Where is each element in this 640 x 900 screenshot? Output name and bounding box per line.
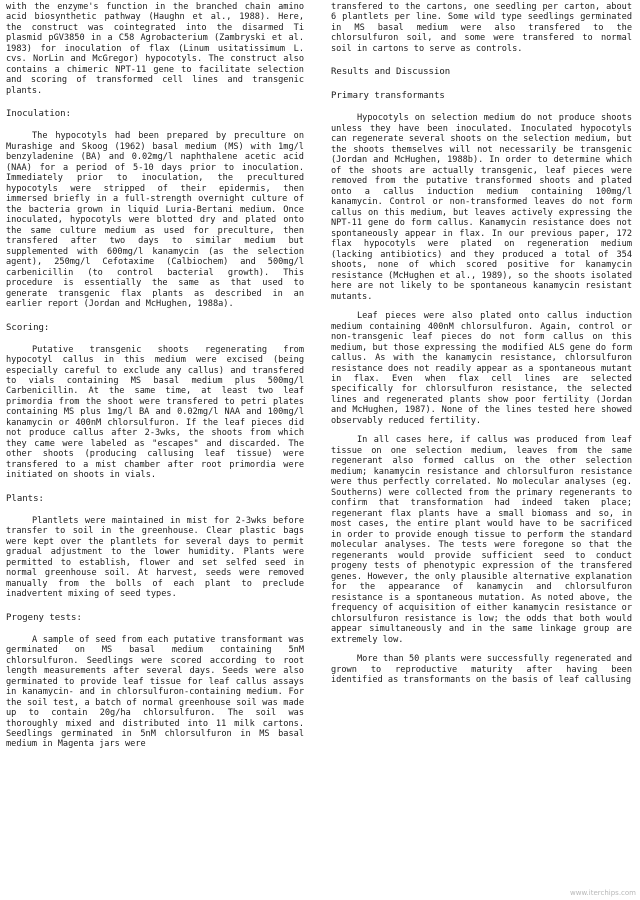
heading-plants: Plants: — [6, 493, 44, 504]
results-paragraph-2: Leaf pieces were also plated onto callus induction medium containing 400nM chlorsulfuron. Again, control or non-transgenic leaf pieces do not form callus on this medium, but those expressing the modified ALS gene do form callus. As with the kanamycin resistance, chlorsulfuron resistance does not readily appear as a spontaneous mutant in flax. Even when flax cell lines are selected specifically for chlorsulfuron resistance, the selected lines and regenerated plants show poor fertility (Jordan and McHughen, 1987). None of the lines tested here showed observably reduced fertility. — [331, 311, 632, 426]
heading-inoculation: Inoculation: — [6, 109, 72, 120]
results-paragraph-1: Hypocotyls on selection medium do not produce shoots unless they have been inoculated. Inoculated hypocotyls can regenerate several shoots on the selection medium, but the shoots themselves will not necessarily be transgenic (Jordan and McHughen, 1988b). In order to determine which of the shoots are actually transgenic, leaf pieces were removed from the putative transformed shoots and plated onto a callus induction medium containing 100mg/l kanamycin. Control or non-transformed leaves do not form callus on this medium, but leaves actively expressing the NPT-11 gene do form callus. Kanamycin resistance does not spontaneously appear in flax. In our previous paper, 172 flax hypocotyls were plated on regeneration medium (lacking antibiotics) and they produced a total of 354 shoots, none of which scored positive for kanamycin resistance (McHughen et al., 1989), so the shoots isolated here are not likely to be spontaneous kanamycin resistant mutants. — [331, 113, 632, 302]
right-column — [331, 2, 632, 695]
continuation-paragraph: transfered to the cartons, one seedling per carton, about 6 plantlets per line. Some wild type seedlings germinated in MS basal medium were also transfered to the chlorsulfuron soil, and some were transfered to normal soil in cartons to serve as controls. — [331, 2, 632, 54]
left-column — [6, 2, 304, 759]
watermark-text: www.iterchips.com — [570, 889, 636, 898]
results-paragraph-3: In all cases here, if callus was produced from leaf tissue on one selection medium, leaves from the same regenerant also formed callus on the other selection medium; kanamycin resistance and chlorsulfuron resistance were thus perfectly correlated. No molecular analyses (eg. Southerns) were collected from the primary regenerants to confirm that transformation had indeed taken place; regenerant flax plants have a small biomass and so, in most cases, the entire plant would have to be sacrificed in order to provide enough tissue to perform the standard molecular analyses. The tests were foregone so that the regenerants would provide sufficient seed to conduct progeny tests of phenotypic expression of the transfered genes. However, the only plausible alternative explanation for the appearance of kanamycin and chlorsulfuron resistance is a spontaneous mutation. As noted above, the frequency of acquisition of either kanamycin resistance or chlorsulfuron resistance is low; the odds that both would appear simultaneously and in the same linkage group are extremely low. — [331, 435, 632, 645]
heading-primary-transformants: Primary transformants — [331, 91, 445, 102]
results-paragraph-4: More than 50 plants were successfully regenerated and grown to reproductive maturity after having been identified as transformants on the basis of leaf callusing — [331, 654, 632, 686]
inoculation-paragraph: The hypocotyls had been prepared by preculture on Murashige and Skoog (1962) basal medium (MS) with 1mg/l benzyladenine (BA) and 0.02mg/l naphthalene acetic acid (NAA) for a period of 5-10 days prior to inoculation. Immediately prior to inoculation, the precultured hypocotyls were stripped of their epidermis, then immersed briefly in a full-strength overnight culture of the bacteria grown in liquid Luria-Bertani medium. Once inoculated, hypocotyls were blotted dry and plated onto the same culture medium as used for preculture, then transfered after two days to similar medium but supplemented with 600mg/l kanamycin (as the selection agent), 250mg/l Cefotaxime (Calbiochem) and 500mg/l carbenicillin (to control bacterial growth). This procedure is essentially the same as that used to generate transgenic flax plants as described in an earlier report (Jordan and McHughen, 1988a). — [6, 131, 304, 310]
plants-paragraph: Plantlets were maintained in mist for 2-3wks before transfer to soil in the greenhouse. Clear plastic bags were kept over the plantlets for several days to permit gradual adjustment to the lower humidity. Plants were permitted to establish, flower and set selfed seed in normal greenhouse soil. At harvest, seeds were removed manually from the bolls of each plant to preclude inadvertent mixing of seed types. — [6, 515, 304, 600]
heading-scoring: Scoring: — [6, 322, 50, 333]
heading-results-discussion: Results and Discussion — [331, 67, 451, 78]
intro-paragraph: with the enzyme's function in the branched chain amino acid biosynthetic pathway (Haughn et al., 1988). Here, the construct was cointegrated into the disarmed Ti plasmid pGV3850 in a C58 Agrobacterium (Zambryski et al. 1983) for inoculation of flax (Linum usitatissimum L. cvs. NorLin and McGregor) hypocotyls. The construct also contains a chimeric NPT-11 gene to facilitate selection and scoring of transformed cell lines and transgenic plants. — [6, 2, 304, 96]
scoring-paragraph: Putative transgenic shoots regenerating from hypocotyl callus in this medium were excised (being especially careful to exclude any callus) and transfered to vials containing MS basal medium plus 500mg/l Carbenicillin. At the same time, at least two leaf primordia from the shoot were transfered to petri plates containing MS plus 1mg/l BA and 0.02mg/l NAA and 100mg/l kanamycin or 400nM chlorsulfuron. If the leaf pieces did not produce callus after 2-3wks, the shoots from which they came were labeled as "escapes" and discarded. The other shoots (producing callusing leaf tissue) were transfered to a mist chamber after root primordia were initiated on shoots in vials. — [6, 344, 304, 481]
heading-progeny-tests: Progeny tests: — [6, 612, 82, 623]
progeny-paragraph: A sample of seed from each putative transformant was germinated on MS basal medium containing 5nM chlorsulfuron. Seedlings were scored according to root length measurements after several days. Seeds were also germinated to provide leaf tissue for leaf callus assays in kanamycin- and in chlorsulfuron-containing medium. For the soil test, a batch of normal greenhouse soil was made up to contain 20g/ha chlorsulfuron. The soil was thoroughly mixed and distributed into 11 milk cartons. Seedlings germinated in 5nM chlorsulfuron in MS basal medium in Magenta jars were — [6, 634, 304, 750]
